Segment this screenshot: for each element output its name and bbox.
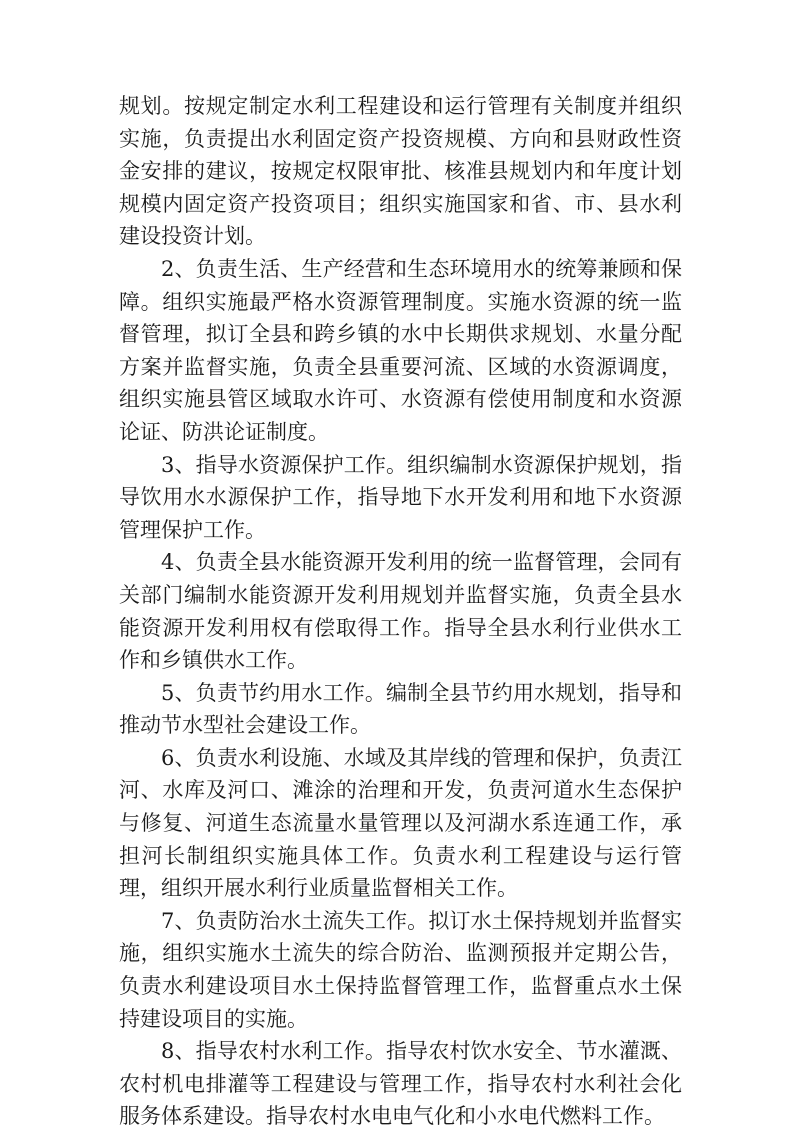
paragraph-item-4: 4、负责全县水能资源开发利用的统一监督管理，会同有关部门编制水能资源开发利用规划并监督实施，负责全县水能资源开发利用权有偿取得工作。指导全县水利行业供水工作和乡镇供水工作。 [119,550,682,673]
paragraph-continuation: 规划。按规定制定水利工程建设和运行管理有关制度并组织实施，负责提出水利固定资产投资规模、方向和县财政性资金安排的建议，按规定权限审批、核准县规划内和年度计划规模内固定资产投资项目；组织实施国家和省、市、县水利建设投资计划。 [119,94,682,249]
paragraph-item-6: 6、负责水利设施、水域及其岸线的管理和保护，负责江河、水库及河口、滩涂的治理和开发，负责河道水生态保护与修复、河道生态流量水量管理以及河湖水系连通工作，承担河长制组织实施具体工作。负责水利工程建设与运行管理，组织开展水利行业质量监督相关工作。 [119,745,682,901]
paragraph-item-7: 7、负责防治水土流失工作。拟订水土保持规划并监督实施，组织实施水土流失的综合防治、监测预报并定期公告，负责水利建设项目水土保持监督管理工作，监督重点水土保持建设项目的实施。 [119,908,682,1031]
paragraph-item-2: 2、负责生活、生产经营和生态环境用水的统筹兼顾和保障。组织实施最严格水资源管理制度。实施水资源的统一监督管理，拟订全县和跨乡镇的水中长期供求规划、水量分配方案并监督实施，负责全县重要河流、区域的水资源调度，组织实施县管区域取水许可、水资源有偿使用制度和水资源论证、防洪论证制度。 [119,256,682,444]
paragraph-item-5: 5、负责节约用水工作。编制全县节约用水规划，指导和推动节水型社会建设工作。 [119,680,682,738]
paragraph-item-8: 8、指导农村水利工作。指导农村饮水安全、节水灌溉、农村机电排灌等工程建设与管理工作，指导农村水利社会化服务体系建设。指导农村水电电气化和小水电代燃料工作。 [119,1039,682,1129]
document-body [119,90,682,1133]
paragraph-item-3: 3、指导水资源保护工作。组织编制水资源保护规划，指导饮用水水源保护工作，指导地下水开发利用和地下水资源管理保护工作。 [119,452,682,542]
